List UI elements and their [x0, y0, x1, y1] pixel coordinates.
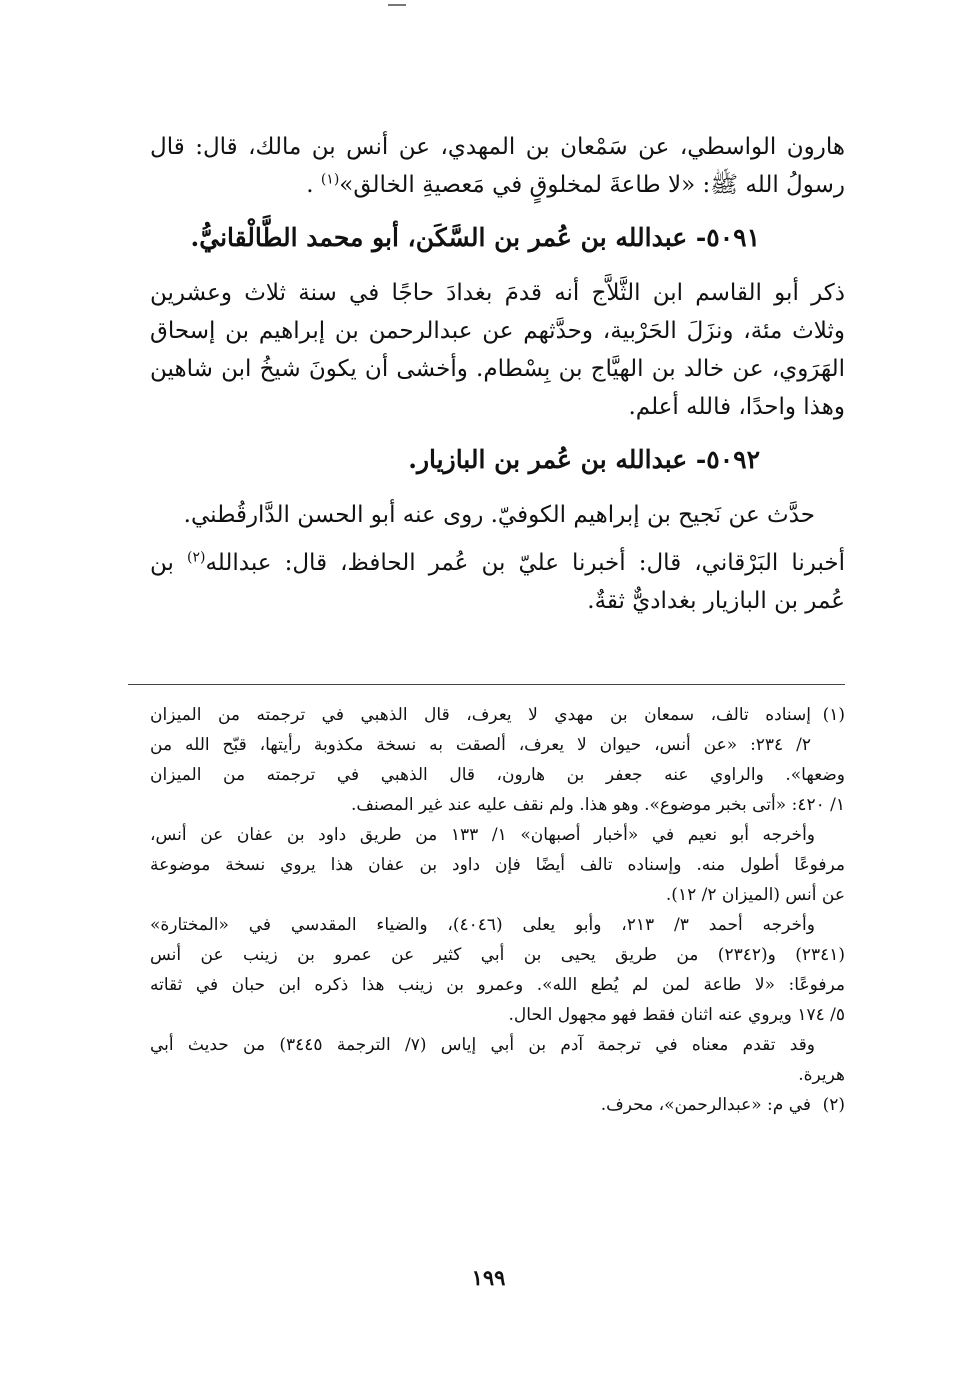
footnote-line: مرفوعًا: «لا طاعة لمن لم يُطع الله». وعمرو بن زينب هذا ذكره ابن حبان في ثقاته — [150, 975, 845, 995]
text-line: ذكر أبو القاسم ابن الثَّلاَّج أنه قدمَ بغدادَ حاجًا في سنة ثلاث وعشرين — [150, 280, 845, 306]
footnote-line: ٥/ ١٧٤ ويروي عنه اثنان فقط فهو مجهول الحال. — [508, 1005, 845, 1025]
footnote-line: (٢٣٤١) و(٢٣٤٢) من طريق يحيى بن أبي كثير عن عمرو بن زينب عن أنس — [150, 945, 845, 965]
text-line: وهذا واحدًا، فالله أعلم. — [628, 394, 845, 420]
footnote-divider — [128, 684, 845, 685]
hadith-text: رسولُ الله ﷺ: «لا طاعةَ لمخلوقٍ في مَعصيةِ الخالق» — [339, 172, 845, 198]
entry-heading-5092: ٥٠٩٢- عبدالله بن عُمر بن البازيار. — [408, 445, 760, 474]
footnote-line: ٢/ ٢٣٤: «عن أنس، حيوان لا يعرف، ألصقت به نسخة مكذوبة رأيتها، قبّح الله من — [150, 735, 811, 755]
text-segment: بن — [150, 550, 187, 576]
footnote-line: وقد تقدم معناه في ترجمة آدم بن أبي إياس (٧/ الترجمة ٣٤٤٥) من حديث أبي — [150, 1035, 815, 1055]
footnote-text: إسناده تالف، سمعان بن مهدي لا يعرف، قال الذهبي في ترجمته من الميزان — [150, 705, 811, 725]
text-line — [150, 544, 845, 582]
footnote-number: (١) — [822, 705, 845, 725]
footnote-ref-1: (١) — [320, 171, 340, 188]
text-line: هارون الواسطي، عن سَمْعان بن المهدي، عن أنس بن مالك، قال: قال — [150, 134, 845, 160]
footnote-line — [150, 1090, 845, 1120]
text-line: وثلاث مئة، ونزَلَ الحَرْبية، وحدَّثهم عن عبدالرحمن بن إبراهيم بن إسحاق — [150, 318, 845, 344]
text-line: عُمر بن البازيار بغداديٌّ ثقةٌ. — [587, 588, 845, 614]
line-end: . — [306, 172, 321, 198]
footnote-number: (٢) — [822, 1095, 845, 1115]
text-line — [150, 166, 845, 204]
footnote-line: وأخرجه أحمد ٣/ ٢١٣، وأبو يعلى (٤٠٤٦)، والضياء المقدسي في «المختارة» — [150, 915, 815, 935]
footnote-line: عن أنس (الميزان ٢/ ١٢). — [665, 885, 845, 905]
footnote-line: مرفوعًا أطول منه. وإسناده تالف أيضًا فإن داود بن عفان هذا يروي نسخة موضوعة — [150, 855, 845, 875]
entry-heading-5091: ٥٠٩١- عبدالله بن عُمر بن السَّكَن، أبو محمد الطَّالْقانيُّ. — [190, 223, 760, 252]
main-text — [150, 128, 845, 620]
text-segment: أخبرنا البَرْقاني، قال: أخبرنا عليّ بن عُمر الحافظ، قال: عبدالله — [205, 550, 845, 576]
footnote-ref-2: (٢) — [186, 549, 206, 566]
footnotes — [150, 700, 845, 1120]
footnote-line: وضعها». والراوي عنه جعفر بن هارون، قال الذهبي في ترجمته من الميزان — [150, 765, 845, 785]
scan-mark — [388, 4, 406, 6]
footnote-line — [150, 700, 845, 730]
footnote-line: ١/ ٤٢٠: «أتى بخبر موضوع». وهو هذا. ولم نقف عليه عند غير المصنف. — [351, 795, 845, 815]
text-line: حدَّث عن نَجيح بن إبراهيم الكوفيّ. روى عنه أبو الحسن الدَّارقُطني. — [183, 502, 815, 528]
footnote-line: وأخرجه أبو نعيم في «أخبار أصبهان» ١/ ١٣٣ من طريق داود بن عفان عن أنس، — [150, 825, 815, 845]
page-number: ١٩٩ — [471, 1265, 506, 1290]
footnote-line: هريرة. — [798, 1065, 845, 1085]
footnote-text: في م: «عبدالرحمن»، محرف. — [600, 1095, 811, 1115]
text-line: الهَرَوي، عن خالد بن الهيَّاج بن بِسْطام. وأخشى أن يكونَ شيخُ ابن شاهين — [150, 356, 845, 382]
